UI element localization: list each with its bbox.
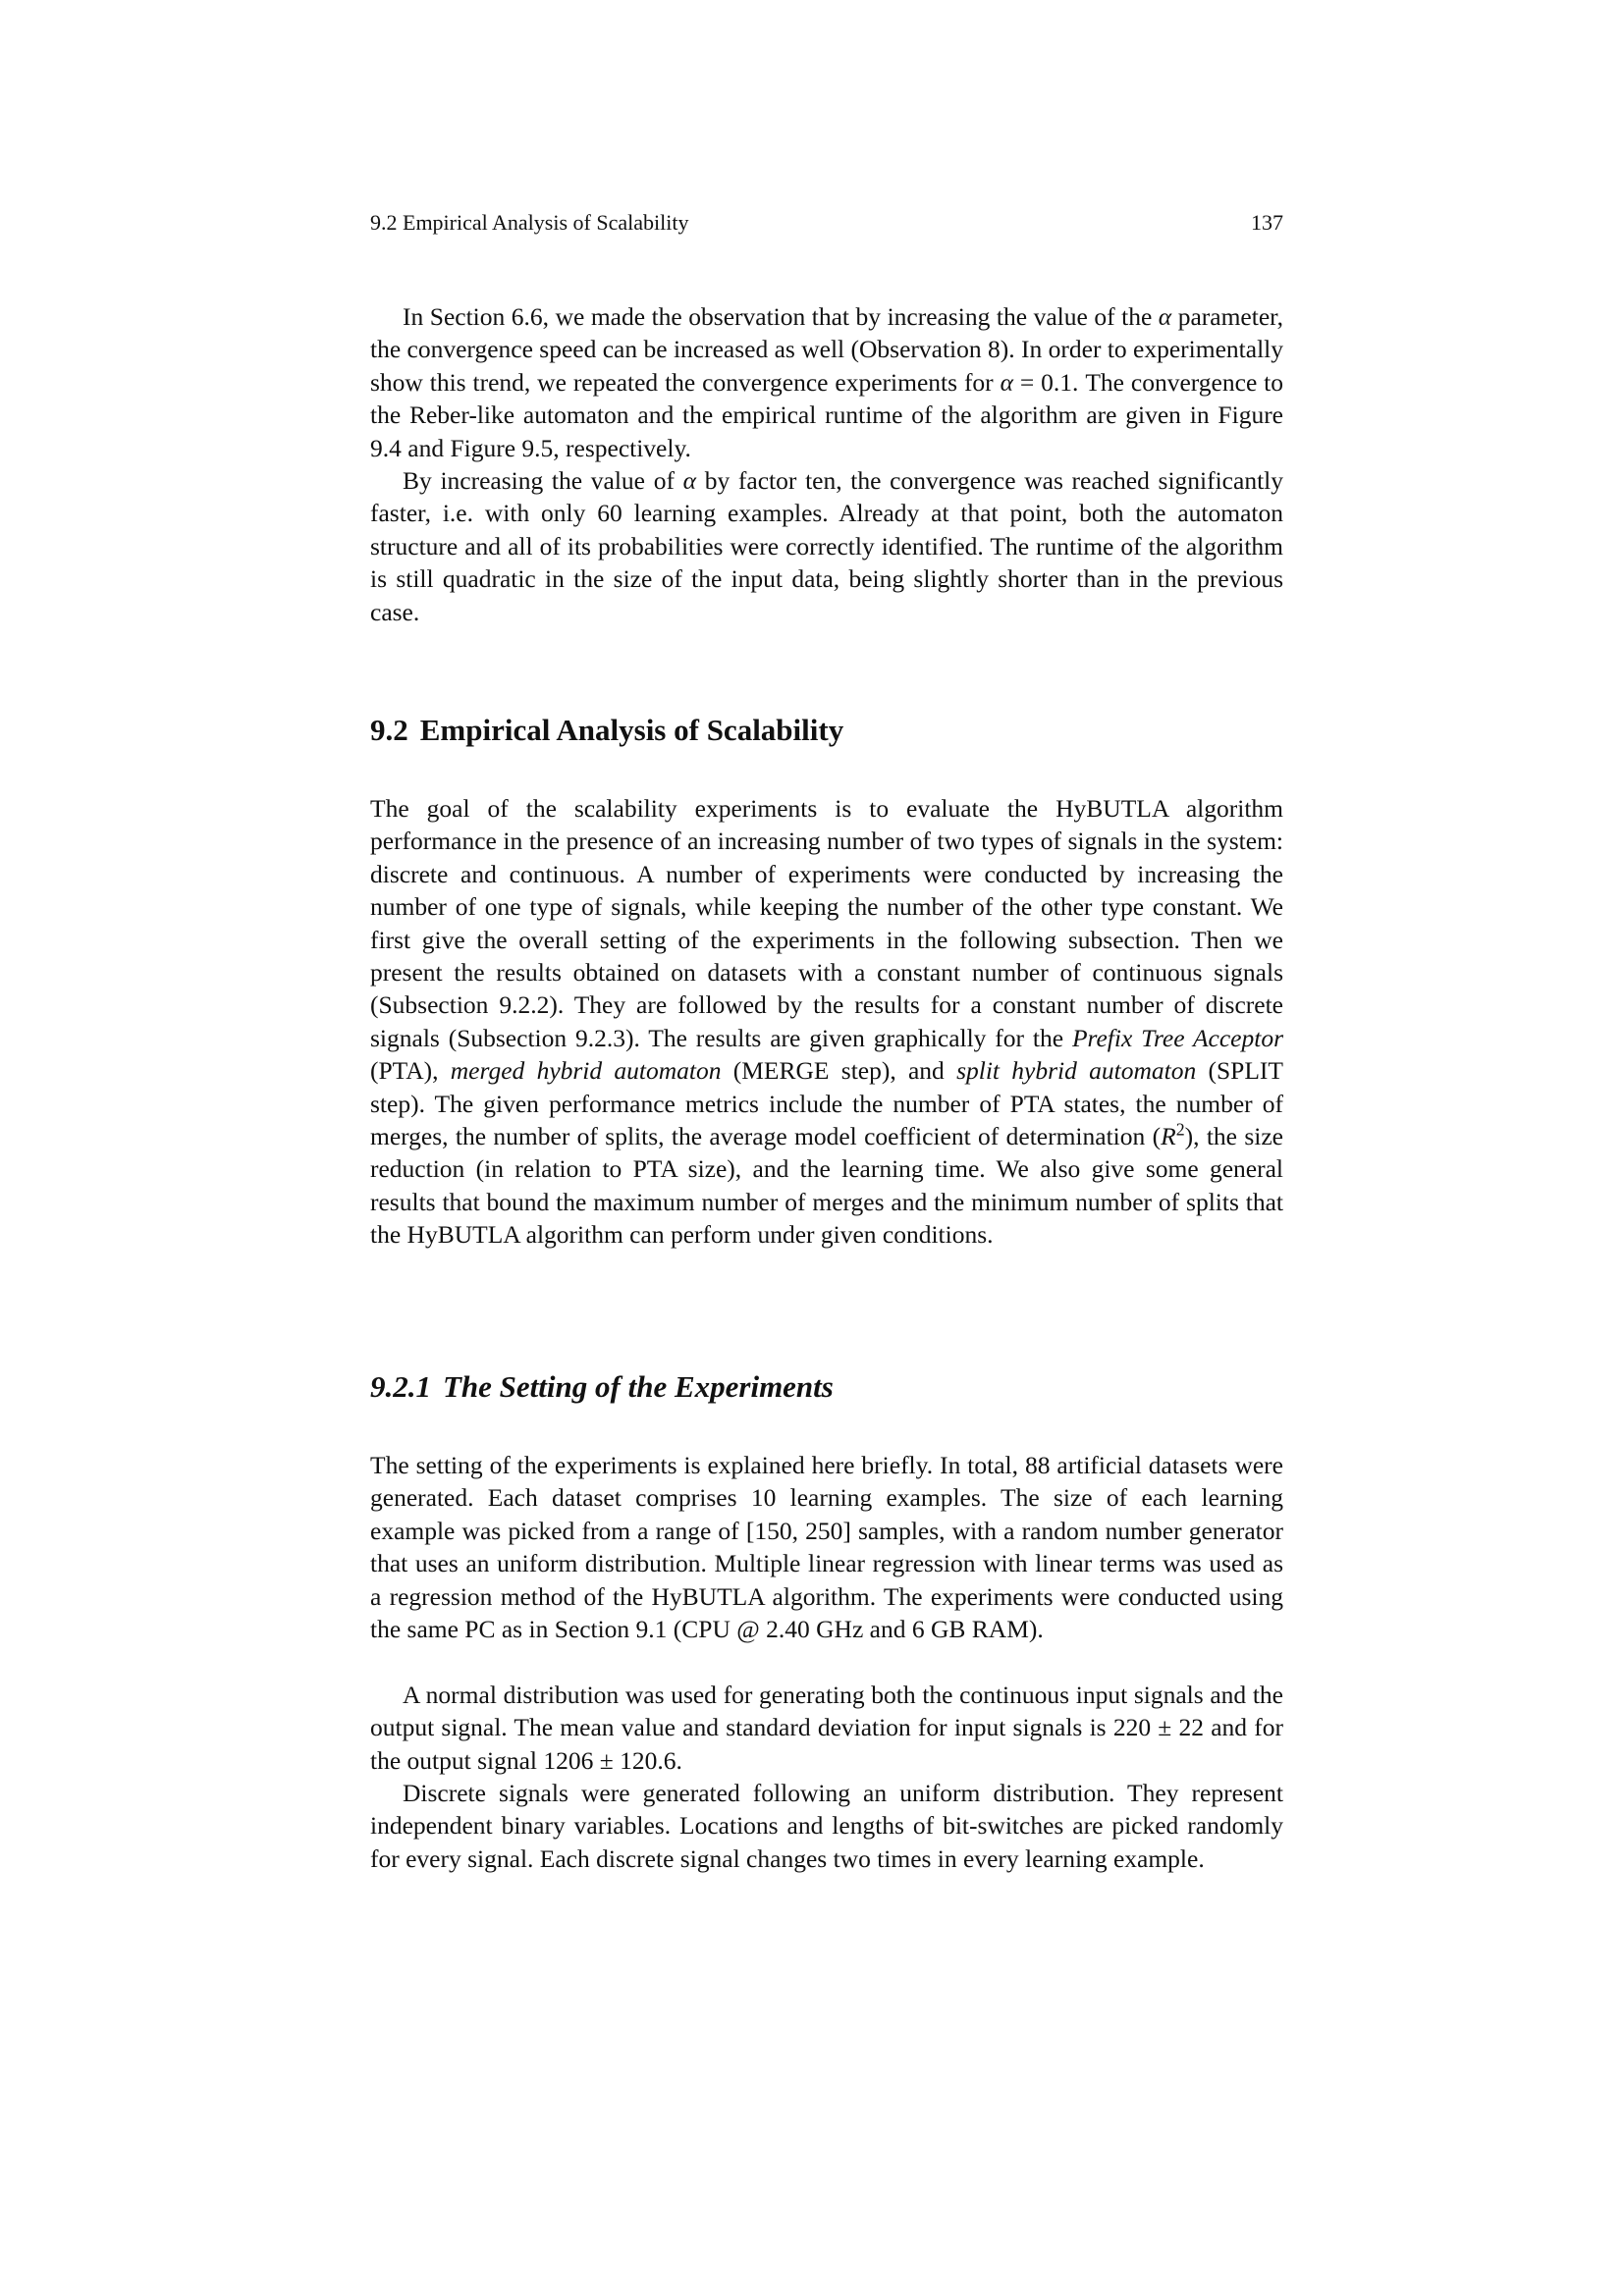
input-signal-stats: 220 ± 22 — [1112, 1713, 1204, 1742]
alpha-symbol: α — [1158, 302, 1172, 331]
paragraph-discrete-signals: Discrete signals were generated following an uniform distribution. They represent independent binary variables. Locations and lengths of bit-switches are picked randomly for every signal. Each discrete signal changes two times in every learning example. — [370, 1779, 1283, 1873]
r-squared-exponent: 2 — [1175, 1119, 1185, 1140]
paragraph-alpha-observation: In Section 6.6, we made the observation that by increasing the value of the α parameter, the convergence speed can be increased as well (Observation 8). In order to experimentally show this trend, we repeated the convergence experiments for α = 0.1. The convergence to the Reber-like automaton and the empirical runtime of the algorithm are given in Figure 9.4 and Figure 9.5, respectively. — [370, 302, 1284, 462]
subsection-number: 9.2.1 — [370, 1369, 431, 1404]
section-heading — [370, 711, 843, 750]
alpha-symbol: α — [1000, 367, 1013, 397]
output-signal-stats: 1206 ± 120.6 — [543, 1745, 677, 1775]
r-squared-symbol: R — [1161, 1122, 1176, 1151]
subsection-title: The Setting of the Experiments — [443, 1369, 834, 1404]
page-number: 137 — [1251, 210, 1283, 235]
running-head-section: 9.2 Empirical Analysis of Scalability — [370, 210, 689, 235]
paragraph-alpha-factor-ten: By increasing the value of α by factor ten, the convergence was reached significantly faster, i.e. with only 60 learning examples. Already at that point, both the automaton structure and all of its probabilities were correctly identified. The runtime of the algorithm is still quadratic in the size of the input data, being slightly shorter than in the previous case. — [370, 466, 1283, 626]
section-number: 9.2 — [370, 713, 408, 747]
section-title: Empirical Analysis of Scalability — [419, 713, 844, 747]
term-prefix-tree-acceptor: Prefix Tree Acceptor — [1071, 1023, 1284, 1052]
paragraph-normal-distribution: A normal distribution was used for generating both the continuous input signals and the output signal. The mean value and standard deviation for input signals is 220 ± 22 and for the output signal 1206 ± 120.6. — [370, 1681, 1283, 1775]
term-split-hybrid-automaton: split hybrid automaton — [956, 1056, 1197, 1086]
subsection-heading — [370, 1367, 834, 1407]
paragraph-scalability-goal: The goal of the scalability experiments is to evaluate the HyBUTLA algorithm performance in the presence of an increasing number of two types of signals in the system: discrete and continuous. A number of experiments were conducted by increasing the number of one type of signals, while keeping the number of the other type constant. We first give the overall setting of the experiments in the following subsection. Then we present the results obtained on datasets with a constant number of continuous signals (Subsection 9.2.2). They are followed by the results for a constant number of discrete signals (Subsection 9.2.3). The results are given graphically for the Prefix Tree Acceptor (PTA), merged hybrid automaton (MERGE step), and split hybrid automaton (SPLIT step). The given performance metrics include the number of PTA states, the number of merges, the number of splits, the average model coefficient of determination $(R^2)$, the size reduction (in relation to PTA size), and the learning time. We also give some general results that bound the maximum number of merges and the minimum number of splits that the HyBUTLA algorithm can perform under given conditions. — [370, 794, 1284, 1250]
term-merged-hybrid-automaton: merged hybrid automaton — [450, 1056, 722, 1086]
paragraph-experiment-setting: The setting of the experiments is explained here briefly. In total, 88 artificial datasets were generated. Each dataset comprises 10 learning examples. The size of each learning example was picked from a range of [150, 250] samples, with a random number generator that uses an uniform distribution. Multiple linear regression with linear terms was used as a regression method of the HyBUTLA algorithm. The experiments were conducted using the same PC as in Section 9.1 (CPU @ 2.40 GHz and 6 GB RAM). — [370, 1451, 1283, 1644]
sample-range: [150, 250] — [745, 1516, 851, 1545]
alpha-symbol: α — [682, 466, 697, 495]
page — [370, 0, 1283, 2296]
